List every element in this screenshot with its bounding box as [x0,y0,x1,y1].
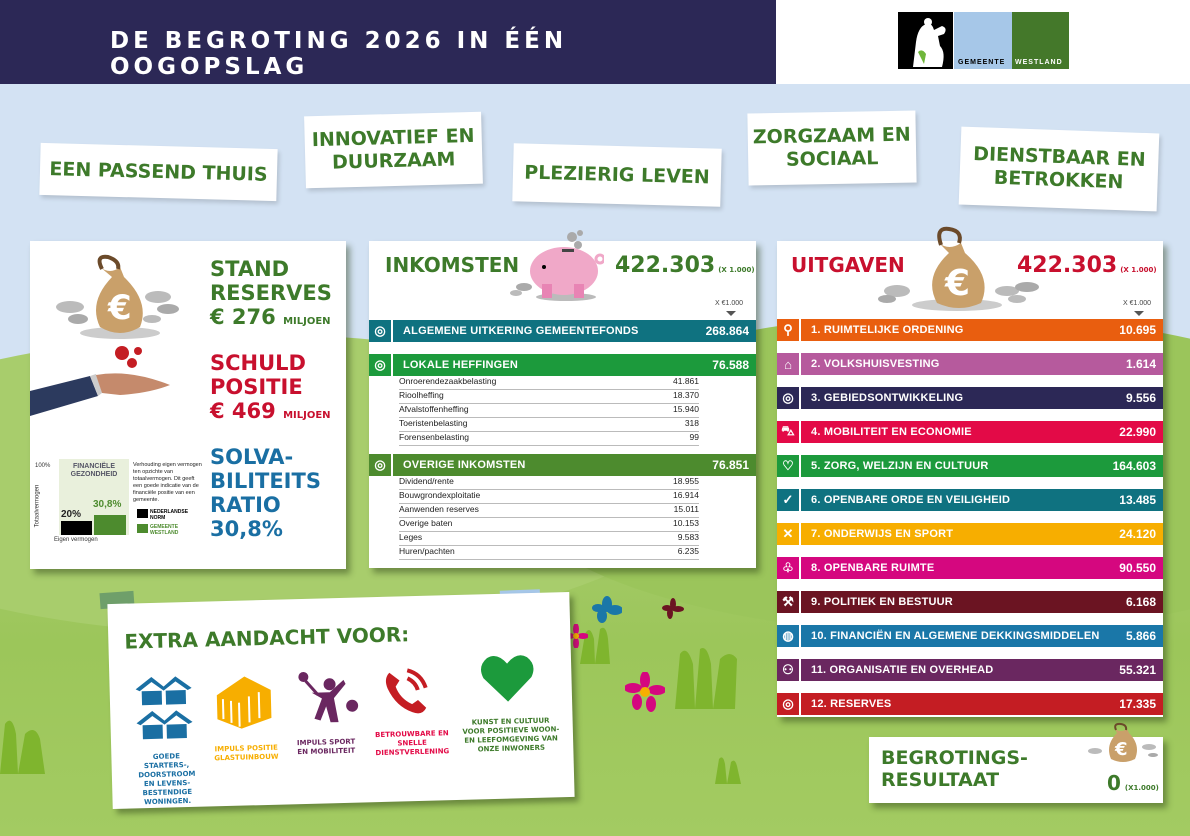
group-label: ALGEMENE UITKERING GEMEENTEFONDS [403,325,639,337]
flower-icon [592,596,622,626]
theme-label: ZORGZAAM EN SOCIAAL [752,123,911,171]
legend-westland-label: GEMEENTE WESTLAND [150,524,179,536]
resultaat-line1: BEGROTINGS- [881,747,1028,769]
gavel-icon: ⚒ [777,591,801,613]
resultaat-unit: (X1.000) [1124,784,1159,792]
item-label: Overige baten [399,518,453,528]
reserves-line2: RESERVES [210,281,332,305]
health-chart-title [59,463,129,479]
expense-value: 6.168 [1125,595,1156,609]
reserves-unit: MILJOEN [283,316,331,327]
income-item [399,476,699,490]
expense-row-reserves [777,693,1163,715]
item-label: Toeristenbelasting [399,418,468,428]
debt-amount: € 469 [210,399,276,423]
extra-aandacht-card [107,592,574,809]
item-label: Leges [399,532,423,542]
expense-label: 4. MOBILITEIT EN ECONOMIE [811,426,972,438]
car-icon: ⛍ [777,421,801,443]
item-value: 318 [684,418,699,428]
debt-line1: SCHULD [210,351,306,375]
piggy-bank-icon [504,229,604,304]
income-group-overige-inkomsten [369,454,756,476]
norm-bar [61,521,92,535]
expense-row-volkshuisvesting [777,353,1163,375]
grass-icon [0,714,50,774]
group-value: 76.851 [712,458,749,472]
item-value: 18.955 [673,476,699,486]
reserves-amount: € 276 [210,305,276,329]
item-label: Aanwenden reserves [399,504,479,514]
income-item [399,432,699,446]
income-group-algemene-uitkering [369,320,756,342]
item-value: 6.235 [677,546,699,556]
uitgaven-unit-note: X €1.000 [1123,300,1152,307]
expense-label: 2. VOLKSHUISVESTING [811,358,940,370]
x-axis-label: Eigen vermogen [54,537,98,543]
logo-figure-icon [898,12,953,69]
uitgaven-total-unit: (X 1.000) [1120,266,1157,274]
logo-text-gemeente: GEMEENTE [958,59,1006,66]
header-banner [0,0,776,84]
extra-title: EXTRA AANDACHT VOOR: [124,622,410,654]
coins-icon: ◎ [777,693,801,715]
income-item [399,532,699,546]
coins-icon: ◎ [369,320,393,342]
expense-label: 1. RUIMTELIJKE ORDENING [811,324,964,336]
solvency-line1: SOLVA- [210,445,294,469]
flower-icon [625,672,665,712]
health-description: Verhouding eigen vermogen ten opzichte van totaalvermogen. Dit geeft een goede indicatie van de financiële positie van een gemeente. [133,462,202,503]
income-item [399,404,699,418]
group-label: OVERIGE INKOMSTEN [403,459,526,471]
expense-label: 6. OPENBARE ORDE EN VEILIGHEID [811,494,1011,506]
houses-icon [133,672,195,742]
expense-value: 22.990 [1119,425,1156,439]
resultaat-title [881,747,1028,791]
solvency-line3: RATIO [210,493,281,517]
expense-value: 17.335 [1119,697,1156,711]
expense-row-mobiliteit-economie [777,421,1163,443]
expense-value: 164.603 [1112,459,1156,473]
house-icon: ⌂ [777,353,801,375]
income-item [399,504,699,518]
item-label: Afvalstoffenheffing [399,404,469,414]
expense-label: 3. GEBIEDSONTWIKKELING [811,392,964,404]
theme-dienstbaar-betrokken [959,127,1160,212]
income-group-lokale-heffingen [369,354,756,376]
expense-row-onderwijs-sport [777,523,1163,545]
income-item [399,518,699,532]
item-value: 9.583 [677,532,699,542]
piggy-bank-icon: ◍ [777,625,801,647]
expense-label: 5. ZORG, WELZIJN EN CULTUUR [811,460,989,472]
extra-label-glastuinbouw: IMPULS POSITIE GLASTUINBOUW [214,743,279,763]
extra-label-woningen: GOEDE STARTERS-, DOORSTROOM EN LEVENS-BESTENDIGE WONINGEN. [138,752,196,807]
inkomsten-title: INKOMSTEN [385,253,520,277]
theme-innovatief-duurzaam [304,112,483,189]
gemeente-westland-logo [898,12,1070,69]
expense-value: 1.614 [1125,357,1156,371]
expense-label: 11. ORGANISATIE EN OVERHEAD [811,664,994,676]
income-item [399,490,699,504]
y-top-label: 100% [35,463,51,469]
page-title: DE BEGROTING 2026 IN ÉÉN OOGOPSLAG [110,28,568,80]
item-value: 15.011 [673,504,699,514]
svg-text:€: € [945,263,971,304]
expense-label: 7. ONDERWIJS EN SPORT [811,528,954,540]
inkomsten-total-row [615,253,755,278]
health-title-2: GEZONDHEID [70,471,118,478]
shield-icon: ✓ [777,489,801,511]
item-value: 41.861 [673,376,699,386]
uitgaven-total-row [1017,253,1157,278]
uitgaven-title: UITGAVEN [791,253,905,277]
expense-row-openbare-orde-veiligheid [777,489,1163,511]
reserves-amount-row [210,305,332,334]
begrotingsresultaat-card [869,737,1163,803]
grass-icon [715,754,745,784]
westland-bar [94,515,126,535]
expense-value: 24.120 [1119,527,1156,541]
map-pin-icon: ⚲ [777,319,801,341]
extra-label-dienstverlening: BETROUWBARE EN SNELLE DIENSTVERLENING [374,729,450,758]
y-axis-label: Totaalvermogen [34,484,41,528]
kpi-card [30,241,346,569]
income-item [399,546,699,560]
reserves-line1: STAND [210,257,290,281]
theme-een-passend-thuis [39,143,277,201]
item-value: 99 [689,432,699,442]
item-value: 15.940 [673,404,699,414]
item-label: Onroerendezaakbelasting [399,376,497,386]
heart-icon [479,653,536,704]
income-item [399,418,699,432]
heart-icon: ♡ [777,455,801,477]
item-value: 10.153 [673,518,699,528]
caret-down-icon [726,311,736,316]
org-chart-icon: ⚇ [777,659,801,681]
expense-value: 5.866 [1125,629,1156,643]
item-label: Dividend/rente [399,476,454,486]
expense-value: 10.695 [1119,323,1156,337]
money-bag-icon [1085,721,1161,763]
theme-label: INNOVATIEF EN DUURZAAM [311,124,475,174]
expense-label: 8. OPENBARE RUIMTE [811,562,935,574]
expense-row-gebiedsontwikkeling [777,387,1163,409]
theme-label: PLEZIERIG LEVEN [524,161,710,188]
extra-label-sport-mobiliteit: IMPULS SPORT EN MOBILITEIT [296,737,356,757]
tree-icon: ♧ [777,557,801,579]
debt-kpi [210,351,331,428]
phone-icon [381,664,432,717]
item-label: Rioolheffing [399,390,444,400]
income-item [399,390,699,404]
greenhouse-icon [214,674,273,731]
group-label: LOKALE HEFFINGEN [403,359,519,371]
expense-row-financien [777,625,1163,647]
inkomsten-card [369,241,756,568]
item-label: Forensenbelasting [399,432,469,442]
inkomsten-total-unit: (X 1.000) [718,266,755,274]
debt-amount-row [210,399,331,428]
svg-text:€: € [108,288,132,328]
solvency-kpi [210,445,321,541]
debt-unit: MILJOEN [283,410,331,421]
grass-icon [675,644,740,709]
solvency-line2: BILITEITS [210,469,321,493]
item-value: 16.914 [673,490,699,500]
expense-row-ruimtelijke-ordening [777,319,1163,341]
uitgaven-card [777,241,1163,717]
item-value: 18.370 [673,390,699,400]
expense-label: 12. RESERVES [811,698,892,710]
legend-norm-label: NEDERLANDSE NORM [150,509,189,521]
reserves-kpi [210,257,332,334]
resultaat-value-row [1107,771,1159,795]
coins-icon: ◎ [369,454,393,476]
expense-value: 55.321 [1119,663,1156,677]
resultaat-value: 0 [1107,771,1121,795]
group-value: 76.588 [712,358,749,372]
item-label: Bouwgrondexploitatie [399,490,481,500]
coins-icon: ◎ [369,354,393,376]
resultaat-line2: RESULTAAT [881,769,1000,791]
expense-value: 13.485 [1119,493,1156,507]
person-icon: ✕ [777,523,801,545]
expense-row-zorg-welzijn-cultuur [777,455,1163,477]
income-item [399,376,699,390]
health-chart-area [59,459,129,535]
inkomsten-unit-note: X €1.000 [715,300,744,307]
sport-icon [295,670,360,728]
extra-label-kunst-cultuur: KUNST EN CULTUUR VOOR POSITIEVE WOON- EN LEEFOMGEVING VAN ONZE INWONERS [462,716,560,754]
legend-norm-swatch [137,509,148,518]
theme-plezierig-leven [512,143,721,206]
target-icon: ◎ [777,387,801,409]
expense-label: 9. POLITIEK EN BESTUUR [811,596,953,608]
expense-value: 90.550 [1119,561,1156,575]
theme-zorgzaam-sociaal [747,111,916,186]
solvency-value: 30,8% [210,517,283,541]
health-title-1: FINANCIËLE [73,463,115,470]
westland-value: 30,8% [93,499,122,510]
svg-text:€: € [1115,739,1128,760]
inkomsten-total: 422.303 [615,253,716,278]
item-label: Huren/pachten [399,546,455,556]
logo-text-westland: WESTLAND [1015,59,1063,66]
debt-line2: POSITIE [210,375,303,399]
theme-label: DIENSTBAAR EN BETROKKEN [972,143,1146,194]
expense-value: 9.556 [1125,391,1156,405]
expense-row-politiek-bestuur [777,591,1163,613]
expense-row-openbare-ruimte [777,557,1163,579]
hand-coins-icon [30,341,180,421]
theme-label: EEN PASSEND THUIS [49,157,268,186]
money-bag-icon [40,247,190,347]
flower-icon [662,598,684,620]
caret-down-icon [1134,311,1144,316]
uitgaven-total: 422.303 [1017,253,1118,278]
expense-row-organisatie-overhead [777,659,1163,681]
norm-value: 20% [61,509,82,520]
group-value: 268.864 [705,324,749,338]
legend-westland-swatch [137,524,148,533]
expense-label: 10. FINANCIËN EN ALGEMENE DEKKINGSMIDDELEN [811,630,1100,642]
